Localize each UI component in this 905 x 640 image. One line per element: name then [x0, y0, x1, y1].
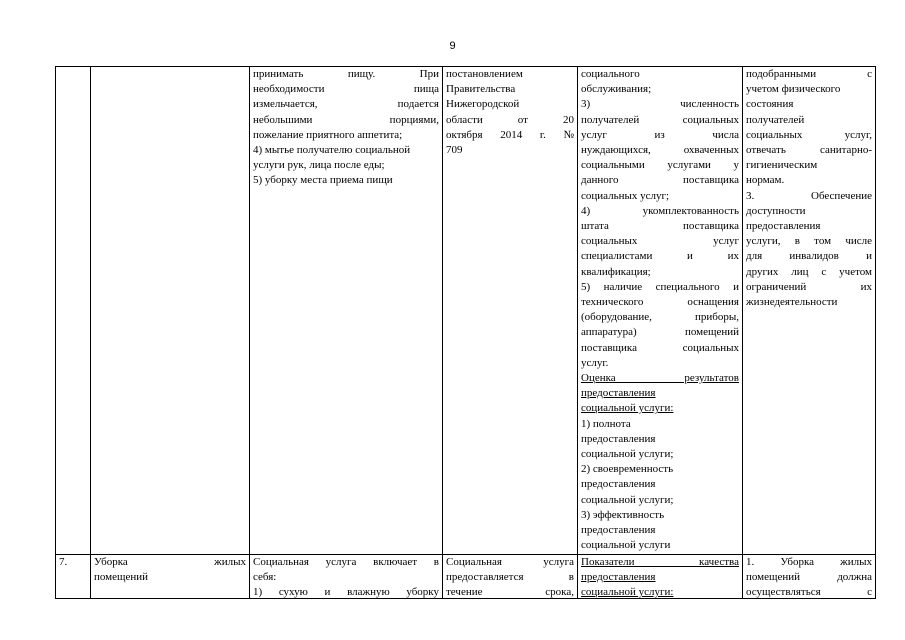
text-line: жизнедеятельности	[746, 296, 838, 309]
text-line: Нижегородской	[446, 98, 520, 111]
text-line: нормам.	[746, 174, 785, 187]
text-line: состояния	[746, 98, 794, 111]
service-content-cell	[250, 67, 443, 555]
page-number: 9	[449, 40, 456, 52]
service-term-cell	[443, 554, 578, 598]
text-line: технического оснащения	[581, 296, 739, 309]
text-line: предоставления	[581, 387, 656, 400]
text-line: постановлением	[446, 68, 523, 80]
text-line: Социальная услуга включает в	[253, 555, 439, 568]
service-content-cell	[250, 554, 443, 598]
quality-indicators-text	[581, 555, 739, 598]
text-line: аппаратура) помещений	[581, 326, 739, 339]
text-line: предоставления	[581, 432, 656, 445]
text-line: ограничений их	[746, 280, 872, 293]
text-line: предоставляется в	[446, 570, 574, 583]
text-line: пожелание приятного аппетита;	[253, 128, 403, 141]
text-line: социального	[581, 68, 640, 80]
text-line: течение срока,	[446, 585, 574, 598]
text-line: социальной услуги:	[581, 585, 674, 598]
text-line: квалификация;	[581, 265, 651, 278]
text-line: отвечать санитарно-	[746, 144, 872, 157]
text-line: (оборудование, приборы,	[581, 311, 739, 324]
text-line: 1) сухую и влажную уборку	[253, 585, 439, 598]
text-line: услуг.	[581, 356, 609, 369]
service-content-text	[253, 555, 439, 598]
text-line: для инвалидов и	[746, 250, 872, 263]
text-line: 4) мытье получателю социальной	[253, 144, 411, 157]
text-line: измельчается, подается	[253, 98, 439, 111]
service-term-cell	[443, 67, 578, 555]
text-line: 3. Обеспечение	[746, 189, 872, 202]
text-line: учетом физического	[746, 83, 841, 96]
text-line: себя:	[253, 570, 277, 583]
service-conditions-text	[746, 555, 872, 598]
service-conditions-cell	[743, 67, 876, 555]
text-line: социальной услуги	[581, 539, 671, 552]
text-line: получателей	[746, 113, 805, 126]
text-line: Показатели качества	[581, 555, 739, 568]
text-line: специалистами и их	[581, 250, 739, 263]
text-line: Правительства	[446, 83, 516, 96]
row-number-text: 7.	[59, 555, 68, 568]
text-line: данного поставщика	[581, 174, 739, 187]
service-name-cell	[91, 67, 250, 555]
text-line: предоставления	[581, 524, 656, 537]
text-line: 1) полнота	[581, 417, 631, 430]
text-line: доступности	[746, 204, 806, 217]
service-term-text	[446, 555, 574, 598]
text-line: получателей социальных	[581, 113, 739, 126]
text-line: подобранными с	[746, 68, 872, 80]
text-line: октября 2014 г. №	[446, 128, 574, 141]
text-line: осуществляться с	[746, 585, 872, 598]
text-line: предоставления	[581, 478, 656, 491]
text-line: услуги рук, лица после еды;	[253, 159, 385, 172]
text-line: услуг из числа	[581, 128, 739, 141]
text-line: 3) эффективность	[581, 508, 665, 521]
text-line: предоставления	[581, 570, 656, 583]
text-line: 5) наличие специального и	[581, 280, 739, 293]
text-line: предоставления	[746, 220, 821, 233]
text-line: принимать пищу. При	[253, 68, 439, 80]
quality-indicators-cell	[578, 67, 743, 555]
text-line: услуги, в том числе	[746, 235, 872, 248]
text-line: социальных услуг	[581, 235, 739, 248]
text-line: помещений должна	[746, 570, 872, 583]
text-line: поставщика социальных	[581, 341, 739, 354]
services-table	[55, 66, 876, 599]
row-number-cell	[56, 67, 91, 555]
text-line: обслуживания;	[581, 83, 652, 96]
text-line: штата поставщика	[581, 220, 739, 233]
service-conditions-cell	[743, 554, 876, 598]
text-line: 3) численность	[581, 98, 739, 111]
text-line: других лиц с учетом	[746, 265, 872, 278]
text-line: гигиеническим	[746, 159, 818, 172]
text-line: социальной услуги:	[581, 402, 674, 415]
table-row	[56, 67, 876, 555]
text-line: 4) укомплектованность	[581, 204, 739, 217]
service-name-text	[94, 555, 246, 598]
text-line: социальными услугами у	[581, 159, 739, 172]
text-line: Уборка жилых	[94, 555, 246, 568]
text-line: Социальная услуга	[446, 555, 574, 568]
text-line: 2) своевременность	[581, 463, 674, 476]
table-row	[56, 554, 876, 598]
service-name-cell	[91, 554, 250, 598]
text-line: нуждающихся, охваченных	[581, 144, 739, 157]
text-line: социальной услуги;	[581, 493, 674, 506]
text-line: области от 20	[446, 113, 574, 126]
text-line: помещений	[94, 570, 149, 583]
row-number-cell	[56, 554, 91, 598]
quality-indicators-cell	[578, 554, 743, 598]
text-line: Оценка результатов	[581, 372, 739, 385]
text-line: социальных услуг,	[746, 128, 872, 141]
text-line: небольшими порциями,	[253, 113, 439, 126]
text-line: социальной услуги;	[581, 448, 674, 461]
text-line: 5) уборку места приема пищи	[253, 174, 393, 187]
text-line: 709	[446, 144, 463, 157]
text-line: необходимости пища	[253, 83, 439, 96]
text-line: социальных услуг;	[581, 189, 670, 202]
text-line: 1. Уборка жилых	[746, 555, 872, 568]
